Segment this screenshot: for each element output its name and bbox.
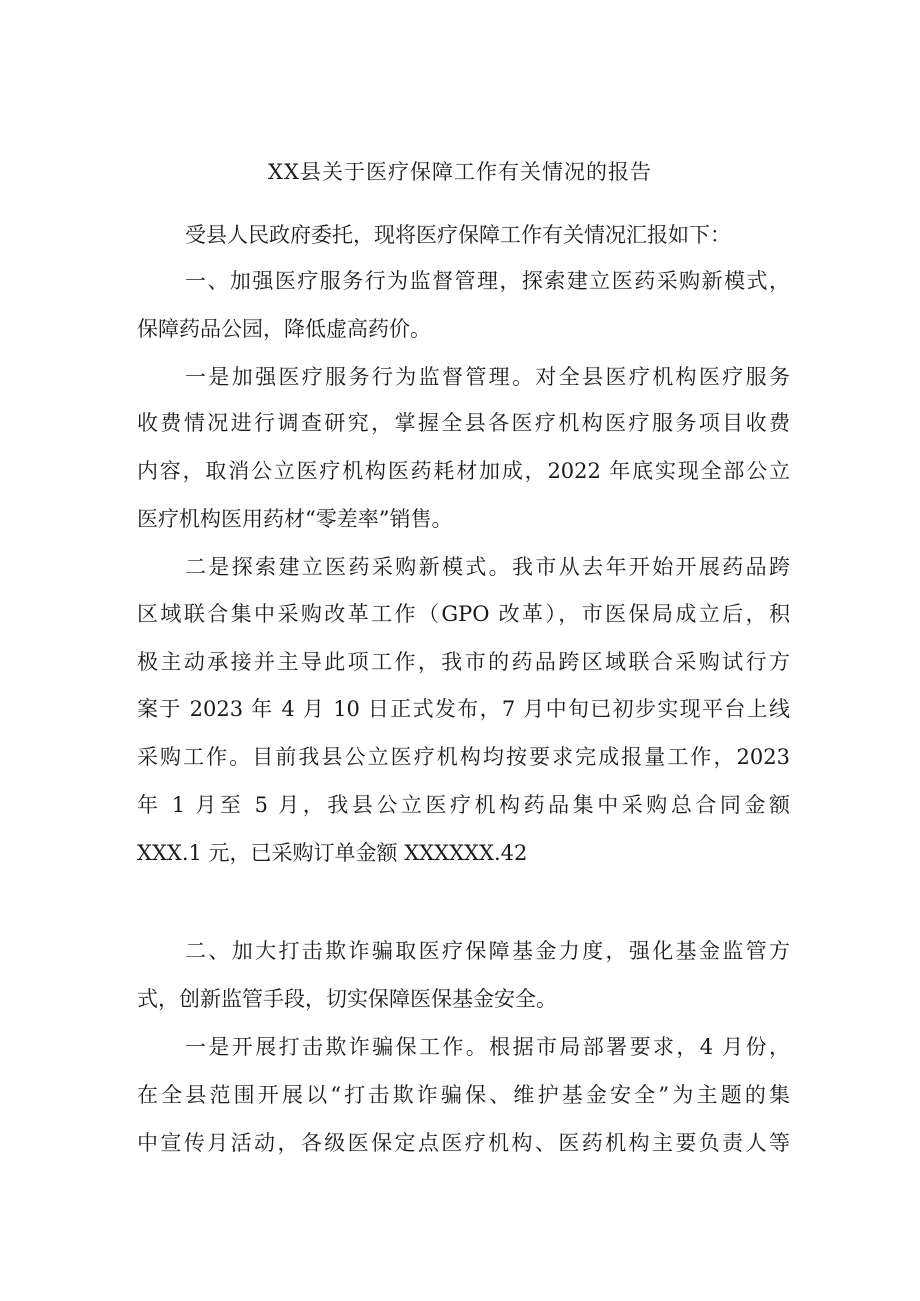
section-heading: 式，创新监管手段，切实保障医保基金安全。 <box>137 987 557 1011</box>
text-line: 内容，取消公立医疗机构医药耗材加成，2022 年底实现全部公立 <box>137 459 790 483</box>
text-line: 采购工作。目前我县公立医疗机构均按要求完成报量工作，2023 <box>137 745 790 769</box>
text-line: XXX.1 元，已采购订单金额 XXXXXX.42 <box>137 841 528 865</box>
text-line: 收费情况进行调查研究，掌握全县各医疗机构医疗服务项目收费 <box>137 411 790 435</box>
text-line: 极主动承接并主导此项工作，我市的药品跨区域联合采购试行方 <box>137 650 790 674</box>
text-line: 年 1 月至 5 月，我县公立医疗机构药品集中采购总合同金额 <box>137 793 790 817</box>
text-line: 案于 2023 年 4 月 10 日正式发布，7 月中旬已初步实现平台上线 <box>137 697 790 721</box>
text-line: 一是加强医疗服务行为监督管理。对全县医疗机构医疗服务 <box>185 365 790 389</box>
text-line: 一是开展打击欺诈骗保工作。根据市局部署要求，4 月份， <box>185 1035 790 1059</box>
section-heading: 二、加大打击欺诈骗取医疗保障基金力度，强化基金监管方 <box>185 939 790 963</box>
document-title: XX县关于医疗保障工作有关情况的报告 <box>268 160 652 184</box>
text-line: 在全县范围开展以“打击欺诈骗保、维护基金安全”为主题的集 <box>137 1083 790 1107</box>
text-line: 受县人民政府委托，现将医疗保障工作有关情况汇报如下： <box>185 223 731 247</box>
text-line: 区域联合集中采购改革工作（GPO 改革），市医保局成立后，积 <box>137 602 790 626</box>
section-heading: 保障药品公园，降低虚高药价。 <box>137 317 431 341</box>
text-line: 二是探索建立医药采购新模式。我市从去年开始开展药品跨 <box>185 555 790 579</box>
text-line: 中宣传月活动，各级医保定点医疗机构、医药机构主要负责人等 <box>137 1131 790 1155</box>
text-line: 医疗机构医用药材“零差率”销售。 <box>137 507 453 531</box>
section-heading: 一、加强医疗服务行为监督管理，探索建立医药采购新模式， <box>185 269 790 293</box>
